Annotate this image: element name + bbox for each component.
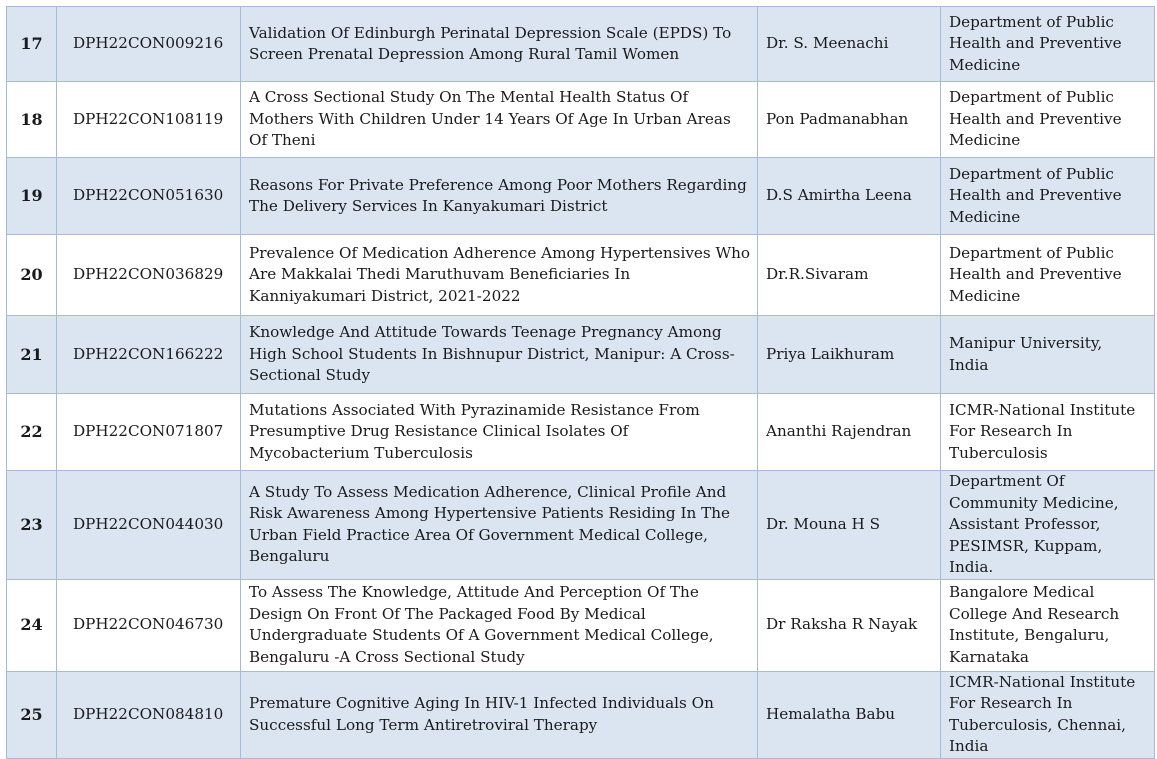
abstract-title: A Study To Assess Medication Adherence, Clinical Profile And Risk Awareness Among Hypertensive Patients Residing In The Urban Field Practice Area Of Government Medical College, Bengaluru [241,471,758,580]
table-row [7,235,1155,316]
abstract-table [6,6,1155,759]
affiliation: ICMR-National Institute For Research In Tuberculosis [941,394,1155,471]
table-row [7,471,1155,580]
author-name: Dr. S. Meenachi [758,7,941,82]
row-number: 23 [7,471,57,580]
abstract-code: DPH22CON108119 [57,82,241,158]
abstract-code: DPH22CON166222 [57,316,241,394]
row-number: 22 [7,394,57,471]
abstract-code: DPH22CON009216 [57,7,241,82]
abstract-title: Prevalence Of Medication Adherence Among Hypertensives Who Are Makkalai Thedi Maruthuvam Beneficiaries In Kanniyakumari District, 2021-2022 [241,235,758,316]
affiliation: Bangalore Medical College And Research Institute, Bengaluru, Karnataka [941,579,1155,671]
table-row [7,82,1155,158]
affiliation: Department of Public Health and Preventive Medicine [941,235,1155,316]
row-number: 25 [7,671,57,758]
table-row [7,671,1155,758]
abstract-title: Reasons For Private Preference Among Poor Mothers Regarding The Delivery Services In Kanyakumari District [241,158,758,235]
abstract-title: A Cross Sectional Study On The Mental Health Status Of Mothers With Children Under 14 Years Of Age In Urban Areas Of Theni [241,82,758,158]
table-row [7,7,1155,82]
row-number: 19 [7,158,57,235]
row-number: 17 [7,7,57,82]
abstract-title: Mutations Associated With Pyrazinamide Resistance From Presumptive Drug Resistance Clinical Isolates Of Mycobacterium Tuberculosis [241,394,758,471]
abstract-title: Validation Of Edinburgh Perinatal Depression Scale (EPDS) To Screen Prenatal Depression Among Rural Tamil Women [241,7,758,82]
author-name: Dr.R.Sivaram [758,235,941,316]
abstract-title: To Assess The Knowledge, Attitude And Perception Of The Design On Front Of The Packaged Food By Medical Undergraduate Students Of A Government Medical College, Bengaluru -A Cross Sectional Study [241,579,758,671]
table-row [7,316,1155,394]
table-row [7,158,1155,235]
author-name: Pon Padmanabhan [758,82,941,158]
author-name: Ananthi Rajendran [758,394,941,471]
affiliation: Manipur University, India [941,316,1155,394]
abstract-title: Knowledge And Attitude Towards Teenage Pregnancy Among High School Students In Bishnupur District, Manipur: A Cross-Sectional Study [241,316,758,394]
abstract-code: DPH22CON051630 [57,158,241,235]
row-number: 18 [7,82,57,158]
table-row [7,394,1155,471]
abstract-code: DPH22CON036829 [57,235,241,316]
row-number: 20 [7,235,57,316]
abstract-code: DPH22CON084810 [57,671,241,758]
affiliation: Department of Public Health and Preventive Medicine [941,158,1155,235]
row-number: 24 [7,579,57,671]
affiliation: Department of Public Health and Preventive Medicine [941,7,1155,82]
affiliation: ICMR-National Institute For Research In Tuberculosis, Chennai, India [941,671,1155,758]
abstract-title: Premature Cognitive Aging In HIV-1 Infected Individuals On Successful Long Term Antiretroviral Therapy [241,671,758,758]
abstract-code: DPH22CON046730 [57,579,241,671]
table-row [7,579,1155,671]
author-name: Hemalatha Babu [758,671,941,758]
abstract-code: DPH22CON044030 [57,471,241,580]
row-number: 21 [7,316,57,394]
abstract-code: DPH22CON071807 [57,394,241,471]
affiliation: Department of Public Health and Preventive Medicine [941,82,1155,158]
affiliation: Department Of Community Medicine, Assistant Professor, PESIMSR, Kuppam, India. [941,471,1155,580]
author-name: D.S Amirtha Leena [758,158,941,235]
author-name: Dr. Mouna H S [758,471,941,580]
author-name: Priya Laikhuram [758,316,941,394]
author-name: Dr Raksha R Nayak [758,579,941,671]
